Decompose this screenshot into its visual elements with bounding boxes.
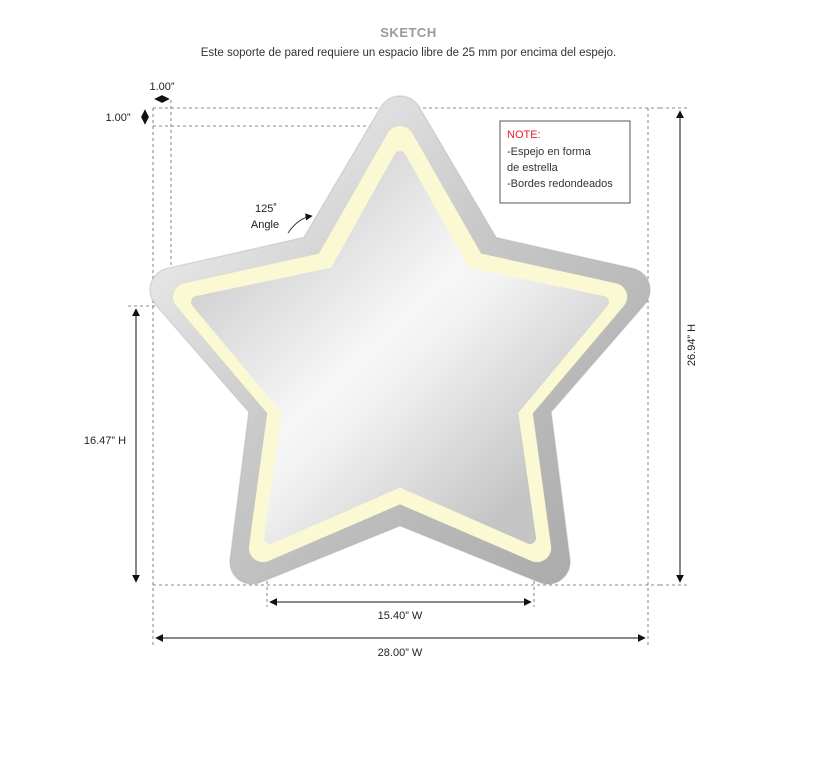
page-title: SKETCH xyxy=(380,25,437,40)
total-height-label: 26.94” H xyxy=(686,323,698,367)
note-line-3: -Bordes redondeados xyxy=(507,178,613,190)
page-subtitle: Este soporte de pared requiere un espacio libre de 25 mm por encima del espejo. xyxy=(200,47,617,59)
offset-x-label: 1.00” xyxy=(149,81,175,93)
note-heading: NOTE: xyxy=(507,129,541,141)
offset-y-label: 1.00” xyxy=(105,112,131,124)
note-box xyxy=(500,121,630,203)
arm-height-label: 16.47” H xyxy=(83,435,127,447)
inner-width-label: 15.40” W xyxy=(377,610,423,622)
note-line-2: de estrella xyxy=(507,162,558,174)
note-line-1: -Espejo en forma xyxy=(507,146,591,158)
angle-label: Angle xyxy=(250,219,280,231)
total-width-label: 28.00” W xyxy=(377,647,423,659)
angle-value: 125˚ xyxy=(254,203,278,215)
